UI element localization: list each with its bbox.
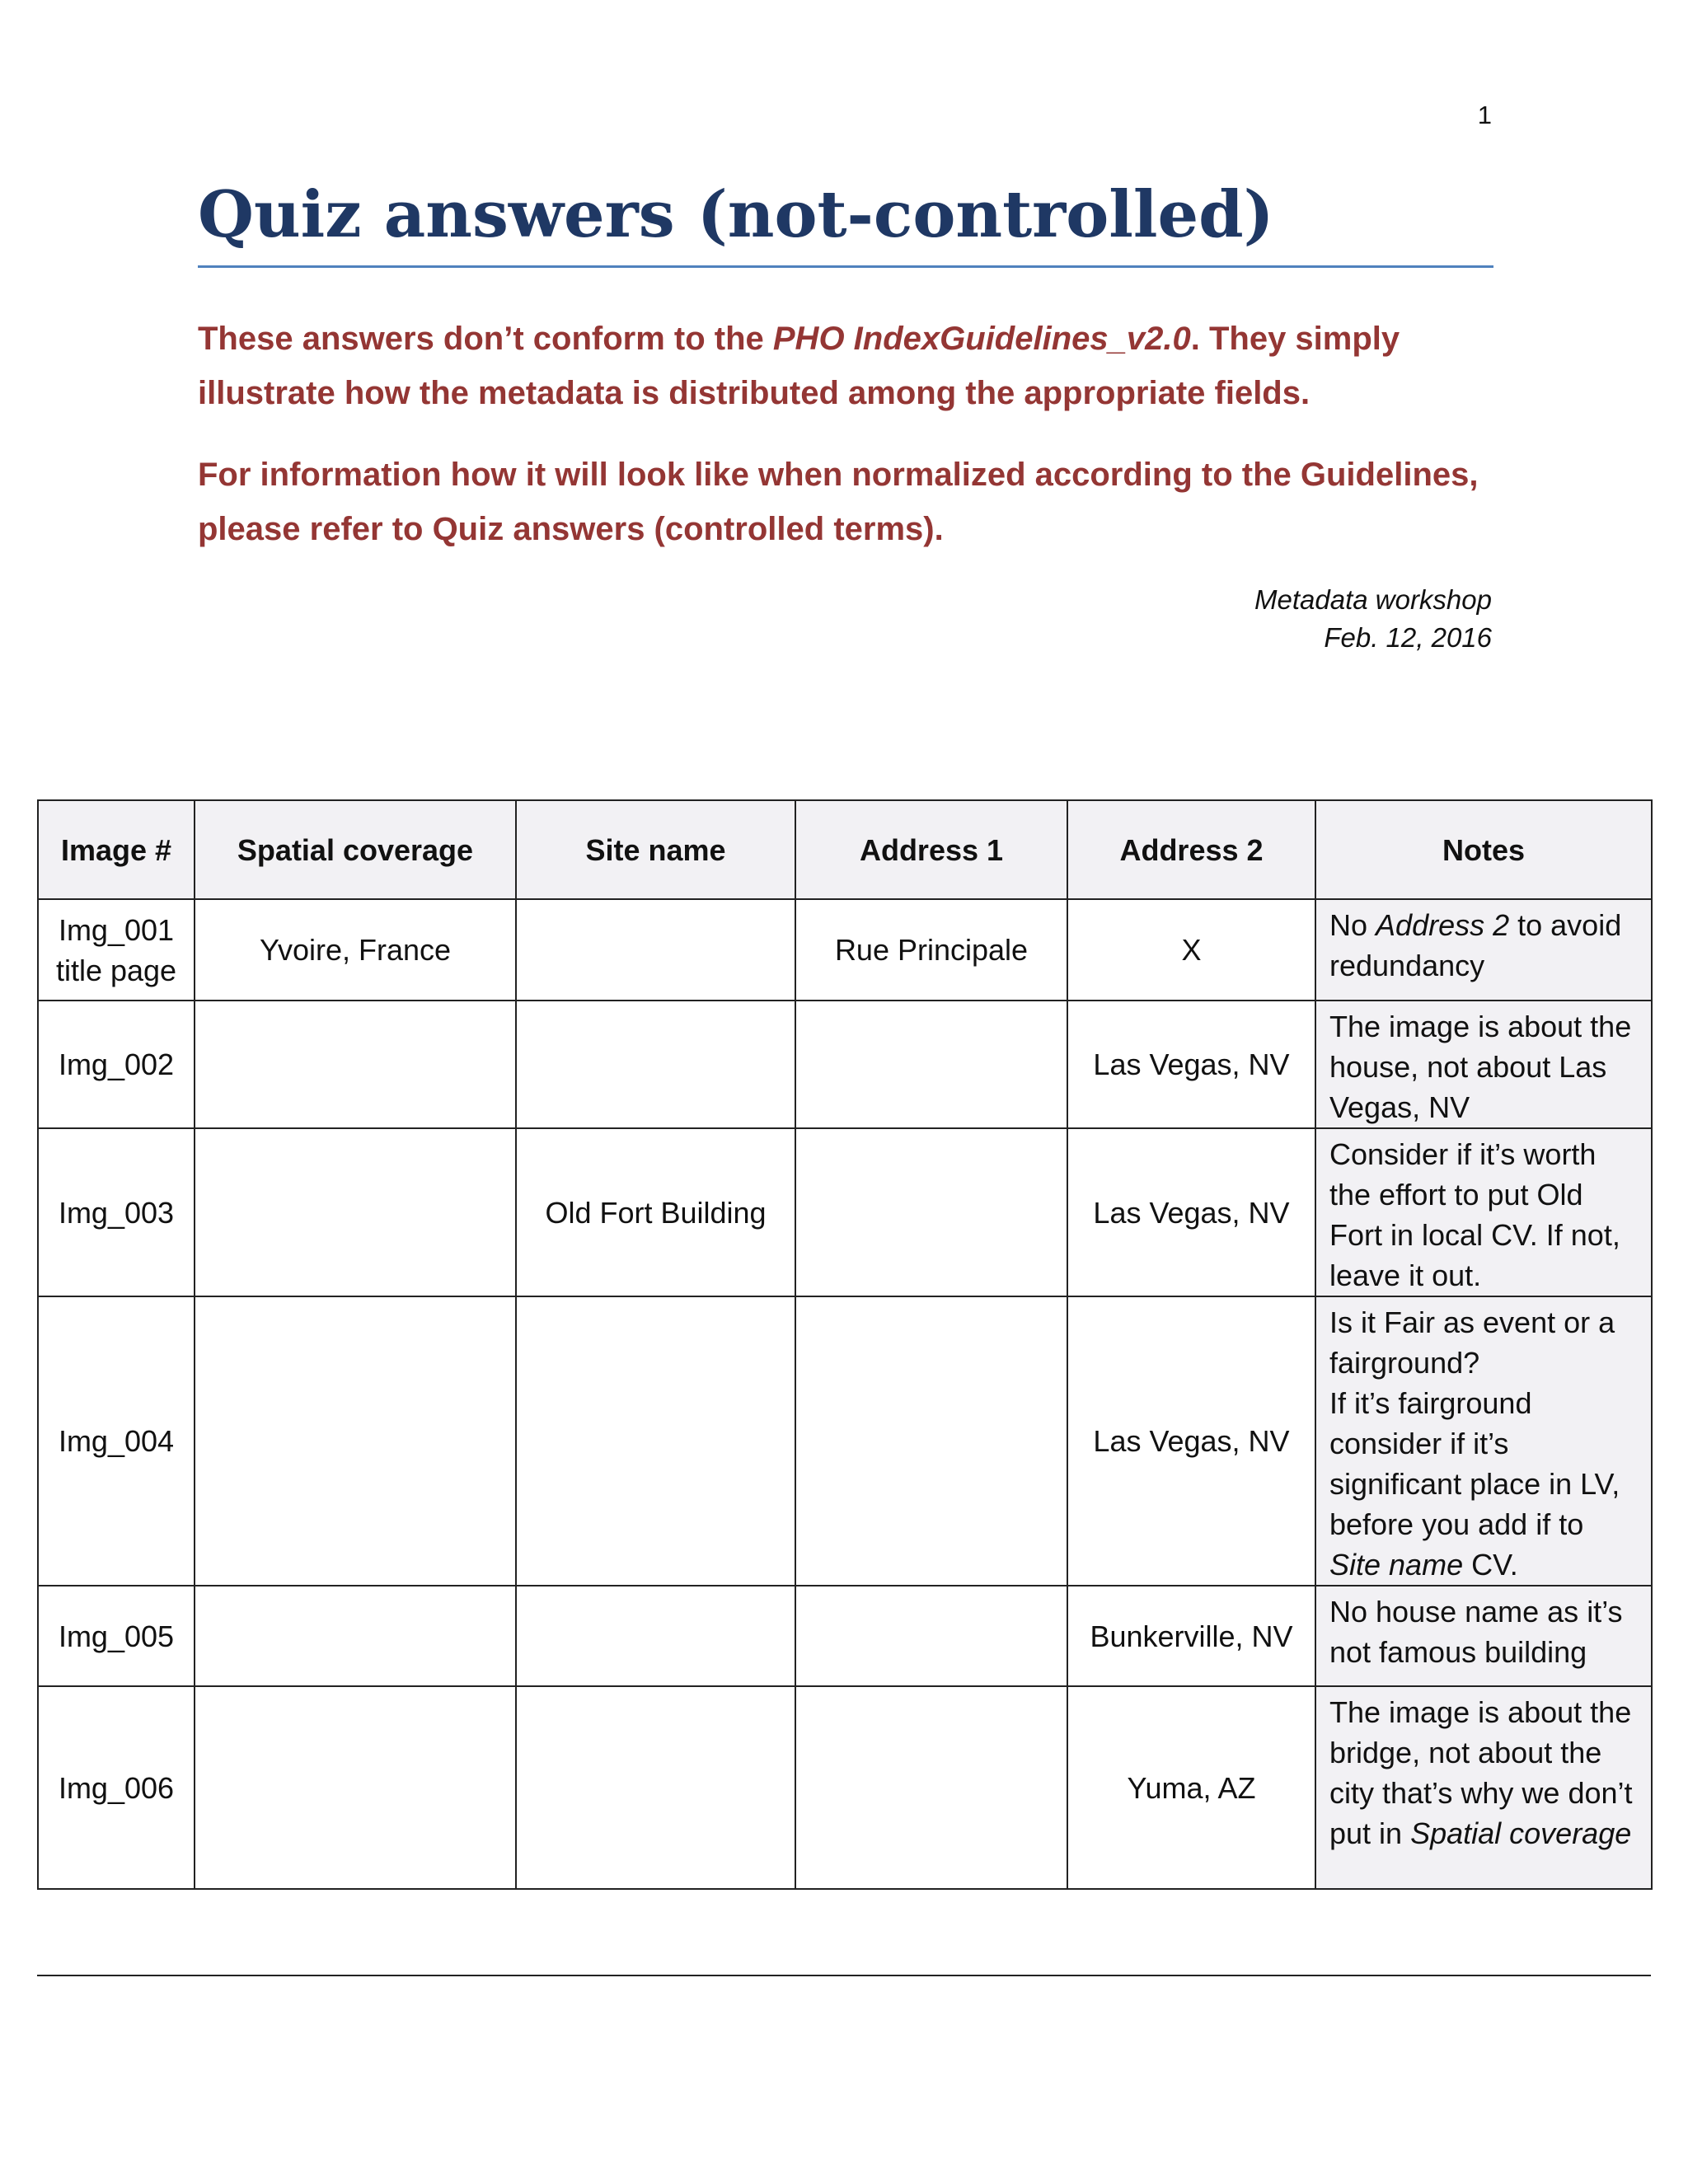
cell-image-number: Img_006 bbox=[38, 1686, 195, 1889]
cell-address-2: Yuma, AZ bbox=[1067, 1686, 1315, 1889]
cell-address-2: Las Vegas, NV bbox=[1067, 1296, 1315, 1586]
title-underline bbox=[198, 265, 1493, 268]
note-italic-term: Spatial coverage bbox=[1410, 1816, 1632, 1850]
image-id: Img_001 bbox=[58, 912, 175, 947]
table-row bbox=[38, 1001, 1652, 1128]
intro-paragraph-1 bbox=[198, 312, 1484, 420]
table-header-row bbox=[38, 800, 1652, 899]
cell-address-1 bbox=[795, 1296, 1067, 1586]
header-address-1: Address 1 bbox=[795, 800, 1067, 899]
footer-rule bbox=[37, 1975, 1651, 1976]
header-address-2: Address 2 bbox=[1067, 800, 1315, 899]
header-site-name: Site name bbox=[516, 800, 795, 899]
answers-table bbox=[37, 799, 1653, 1890]
note-text: to avoid redundancy bbox=[1329, 908, 1622, 982]
cell-site-name: Old Fort Building bbox=[516, 1128, 795, 1296]
image-caption: title page bbox=[55, 953, 177, 987]
cell-spatial-coverage bbox=[195, 1296, 516, 1586]
note-text: If it’s fairground consider if it’s significant place in LV, before you add if to bbox=[1329, 1386, 1620, 1541]
table-row bbox=[38, 1586, 1652, 1686]
cell-address-1 bbox=[795, 1001, 1067, 1128]
cell-image-number: Img_003 bbox=[38, 1128, 195, 1296]
dateline bbox=[1071, 581, 1492, 657]
cell-notes: No house name as it’s not famous building bbox=[1315, 1586, 1652, 1686]
cell-address-1 bbox=[795, 1128, 1067, 1296]
cell-notes: Consider if it’s worth the effort to put Old Fort in local CV. If not, leave it out. bbox=[1315, 1128, 1652, 1296]
note-text: No bbox=[1329, 908, 1376, 942]
cell-notes bbox=[1315, 899, 1652, 1001]
note-text: The image is about the bridge, not about the city that’s why we don’t put in bbox=[1329, 1695, 1633, 1850]
cell-image-number bbox=[38, 899, 195, 1001]
cell-notes bbox=[1315, 1686, 1652, 1889]
intro-text-after: . They simply illustrate how the metadata is distributed among the appropriate fields. bbox=[198, 321, 1400, 411]
page-title: Quiz answers (not-controlled) bbox=[198, 177, 1274, 252]
note-italic-term: Address 2 bbox=[1376, 908, 1510, 942]
note-italic-term: Site name bbox=[1329, 1548, 1464, 1582]
cell-notes bbox=[1315, 1296, 1652, 1586]
cell-site-name bbox=[516, 899, 795, 1001]
table-row bbox=[38, 899, 1652, 1001]
cell-address-2: Bunkerville, NV bbox=[1067, 1586, 1315, 1686]
cell-address-1: Rue Principale bbox=[795, 899, 1067, 1001]
intro-paragraph-2: For information how it will look like when normalized according to the Guidelines, please refer to Quiz answers (controlled terms). bbox=[198, 457, 1479, 547]
cell-spatial-coverage bbox=[195, 1001, 516, 1128]
cell-site-name bbox=[516, 1586, 795, 1686]
intro-text-before: These answers don’t conform to the bbox=[198, 321, 773, 357]
cell-image-number: Img_004 bbox=[38, 1296, 195, 1586]
table-row bbox=[38, 1128, 1652, 1296]
guidelines-reference: PHO IndexGuidelines_v2.0 bbox=[772, 321, 1191, 357]
cell-spatial-coverage bbox=[195, 1128, 516, 1296]
cell-address-1 bbox=[795, 1686, 1067, 1889]
table-row bbox=[38, 1686, 1652, 1889]
cell-address-2: Las Vegas, NV bbox=[1067, 1001, 1315, 1128]
cell-address-2: Las Vegas, NV bbox=[1067, 1128, 1315, 1296]
event-date: Feb. 12, 2016 bbox=[1324, 622, 1492, 653]
cell-site-name bbox=[516, 1686, 795, 1889]
event-name: Metadata workshop bbox=[1254, 584, 1492, 615]
cell-image-number: Img_005 bbox=[38, 1586, 195, 1686]
cell-site-name bbox=[516, 1001, 795, 1128]
page-number: 1 bbox=[1477, 101, 1492, 129]
cell-spatial-coverage: Yvoire, France bbox=[195, 899, 516, 1001]
cell-address-2: X bbox=[1067, 899, 1315, 1001]
note-text: CV. bbox=[1463, 1548, 1518, 1582]
cell-spatial-coverage bbox=[195, 1586, 516, 1686]
table-row bbox=[38, 1296, 1652, 1586]
header-notes: Notes bbox=[1315, 800, 1652, 899]
cell-site-name bbox=[516, 1296, 795, 1586]
header-spatial-coverage: Spatial coverage bbox=[195, 800, 516, 899]
cell-image-number: Img_002 bbox=[38, 1001, 195, 1128]
cell-spatial-coverage bbox=[195, 1686, 516, 1889]
cell-address-1 bbox=[795, 1586, 1067, 1686]
note-text: Is it Fair as event or a fairground? bbox=[1329, 1305, 1615, 1380]
header-image-number: Image # bbox=[38, 800, 195, 899]
cell-notes: The image is about the house, not about Las Vegas, NV bbox=[1315, 1001, 1652, 1128]
